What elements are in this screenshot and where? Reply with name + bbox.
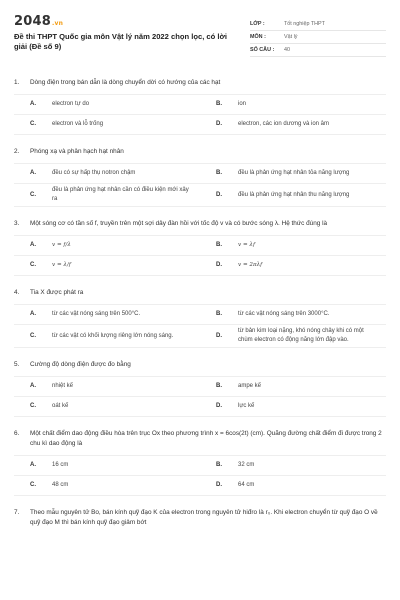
option-text: đều là phản ứng hạt nhân cần có điều kiện mới xảy ra — [52, 187, 189, 202]
option-d[interactable] — [200, 114, 386, 134]
question-2 — [14, 135, 386, 207]
option-a[interactable] — [14, 455, 200, 475]
option-text: đều là phản ứng hạt nhân thu năng lượng — [238, 191, 350, 198]
answer-options — [14, 455, 386, 496]
exam-header — [14, 0, 386, 66]
option-d[interactable] — [200, 475, 386, 495]
option-text: từ các vật có khối lượng riêng lớn nóng sáng. — [52, 332, 174, 339]
question-3 — [14, 207, 386, 276]
option-c[interactable] — [14, 114, 200, 134]
meta-row-class — [250, 18, 386, 31]
option-text: nhiệt kế — [52, 383, 74, 389]
question-text: Theo mẫu nguyên tử Bo, bán kính quỹ đạo K của electron trong nguyên tử hiđro là r₀. Khi electron chuyển từ quỹ đạo O về quỹ đạo M thì bán kính quỹ đạo giảm bớt — [30, 509, 378, 526]
question-text: Phóng xạ và phân hạch hạt nhân — [30, 148, 124, 155]
option-a[interactable] — [14, 94, 200, 114]
option-d[interactable] — [200, 324, 386, 347]
option-letter: C . — [14, 191, 44, 200]
answer-options — [14, 304, 386, 348]
option-text: từ bản kim loại nặng, khó nóng chảy khi có một chùm electron có động năng lớn đập vào. — [238, 328, 364, 343]
question-text: Tia X được phát ra — [30, 289, 84, 296]
option-letter: B . — [200, 382, 230, 391]
question-text: Một chất điểm dao động điều hòa trên trục Ox theo phương trình x = 6cos(2t) (cm). Quãng đường chất điểm đi được trong 2 chu kì dao động là — [30, 430, 382, 447]
question-text: Một sóng cơ có tần số f, truyền trên một sợi dây đàn hồi với tốc độ v và có bước sóng λ. Hệ thức đúng là — [30, 220, 328, 227]
question-stem — [14, 429, 386, 449]
option-formula: v = λf — [238, 242, 256, 248]
option-letter: C . — [14, 261, 44, 270]
question-5 — [14, 348, 386, 417]
exam-meta — [250, 18, 386, 66]
question-stem — [14, 219, 386, 229]
option-letter: A . — [14, 169, 44, 178]
answer-options — [14, 94, 386, 135]
option-text: đều có sự hấp thụ notron chậm — [52, 170, 136, 176]
question-stem — [14, 360, 386, 370]
meta-value: Tốt nghiệp THPT — [284, 21, 325, 27]
option-letter: C . — [14, 120, 44, 129]
question-number: 4. — [14, 289, 20, 296]
logo-suffix: .vn — [51, 20, 64, 27]
question-stem — [14, 78, 386, 88]
option-letter: C . — [14, 332, 44, 341]
question-text: Cường độ dòng điện được đo bằng — [30, 361, 131, 368]
option-letter: D . — [200, 481, 230, 490]
option-text: từ các vật nóng sáng trên 3000°C. — [238, 311, 330, 317]
option-formula: v = f/λ — [52, 242, 71, 248]
option-b[interactable] — [200, 163, 386, 183]
option-a[interactable] — [14, 163, 200, 183]
option-letter: A . — [14, 100, 44, 109]
option-a[interactable] — [14, 304, 200, 324]
meta-value: Vật lý — [284, 34, 298, 40]
option-text: oát kế — [52, 403, 69, 409]
option-c[interactable] — [14, 396, 200, 416]
question-4 — [14, 276, 386, 348]
header-left — [14, 14, 242, 66]
option-formula: v = λ/f — [52, 262, 71, 268]
option-letter: C . — [14, 402, 44, 411]
logo-main: 2048 — [14, 14, 51, 29]
option-text: ion — [238, 101, 247, 107]
option-d[interactable] — [200, 396, 386, 416]
option-a[interactable] — [14, 235, 200, 255]
option-a[interactable] — [14, 376, 200, 396]
answer-options — [14, 376, 386, 417]
option-letter: B . — [200, 169, 230, 178]
question-number: 2. — [14, 148, 20, 155]
question-number: 5. — [14, 361, 20, 368]
option-text: electron tự do — [52, 101, 90, 107]
answer-options — [14, 235, 386, 276]
option-text: 64 cm — [238, 482, 255, 488]
option-letter: A . — [14, 382, 44, 391]
option-b[interactable] — [200, 94, 386, 114]
option-text: 48 cm — [52, 482, 69, 488]
option-letter: B . — [200, 310, 230, 319]
question-1 — [14, 66, 386, 135]
option-formula: v = 2πλf — [238, 262, 263, 268]
option-letter: D . — [200, 261, 230, 270]
question-number: 7. — [14, 509, 20, 516]
option-d[interactable] — [200, 255, 386, 275]
exam-title: Đề thi THPT Quốc gia môn Vật lý năm 2022 chọn lọc, có lời giải (Đề số 9) — [14, 32, 228, 51]
option-letter: A . — [14, 461, 44, 470]
option-c[interactable] — [14, 183, 200, 206]
question-stem — [14, 508, 386, 528]
site-logo[interactable] — [14, 14, 242, 29]
meta-key: LỚP : — [250, 21, 265, 27]
meta-key: SỐ CÂU : — [250, 47, 275, 53]
option-letter: D . — [200, 191, 230, 200]
option-c[interactable] — [14, 324, 200, 347]
answer-options — [14, 163, 386, 207]
option-b[interactable] — [200, 455, 386, 475]
meta-row-subject — [250, 31, 386, 44]
option-text: electron và lỗ trống — [52, 121, 104, 127]
question-stem — [14, 147, 386, 157]
option-text: 16 cm — [52, 462, 69, 468]
option-text: lực kế — [238, 403, 255, 409]
option-letter: D . — [200, 332, 230, 341]
question-number: 6. — [14, 430, 20, 437]
option-c[interactable] — [14, 475, 200, 495]
meta-row-count — [250, 44, 386, 57]
option-letter: D . — [200, 402, 230, 411]
option-letter: B . — [200, 461, 230, 470]
option-c[interactable] — [14, 255, 200, 275]
question-stem — [14, 288, 386, 298]
option-text: 32 cm — [238, 462, 255, 468]
option-letter: A . — [14, 310, 44, 319]
option-b[interactable] — [200, 376, 386, 396]
option-text: đều là phản ứng hạt nhân tỏa năng lượng — [238, 170, 350, 176]
question-7 — [14, 496, 386, 528]
question-6 — [14, 417, 386, 496]
option-b[interactable] — [200, 235, 386, 255]
option-letter: D . — [200, 120, 230, 129]
option-b[interactable] — [200, 304, 386, 324]
meta-key: MÔN : — [250, 34, 266, 40]
option-text: từ các vật nóng sáng trên 500°C. — [52, 311, 141, 317]
option-letter: B . — [200, 241, 230, 250]
option-text: electron, các ion dương và ion âm — [238, 121, 329, 127]
option-text: ampe kế — [238, 383, 262, 389]
question-number: 1. — [14, 79, 20, 86]
question-text: Dòng điện trong bán dẫn là dòng chuyển dời có hướng của các hạt — [30, 79, 221, 86]
option-d[interactable] — [200, 183, 386, 206]
option-letter: A . — [14, 241, 44, 250]
meta-value: 40 — [284, 47, 290, 53]
option-letter: B . — [200, 100, 230, 109]
option-letter: C . — [14, 481, 44, 490]
question-number: 3. — [14, 220, 20, 227]
